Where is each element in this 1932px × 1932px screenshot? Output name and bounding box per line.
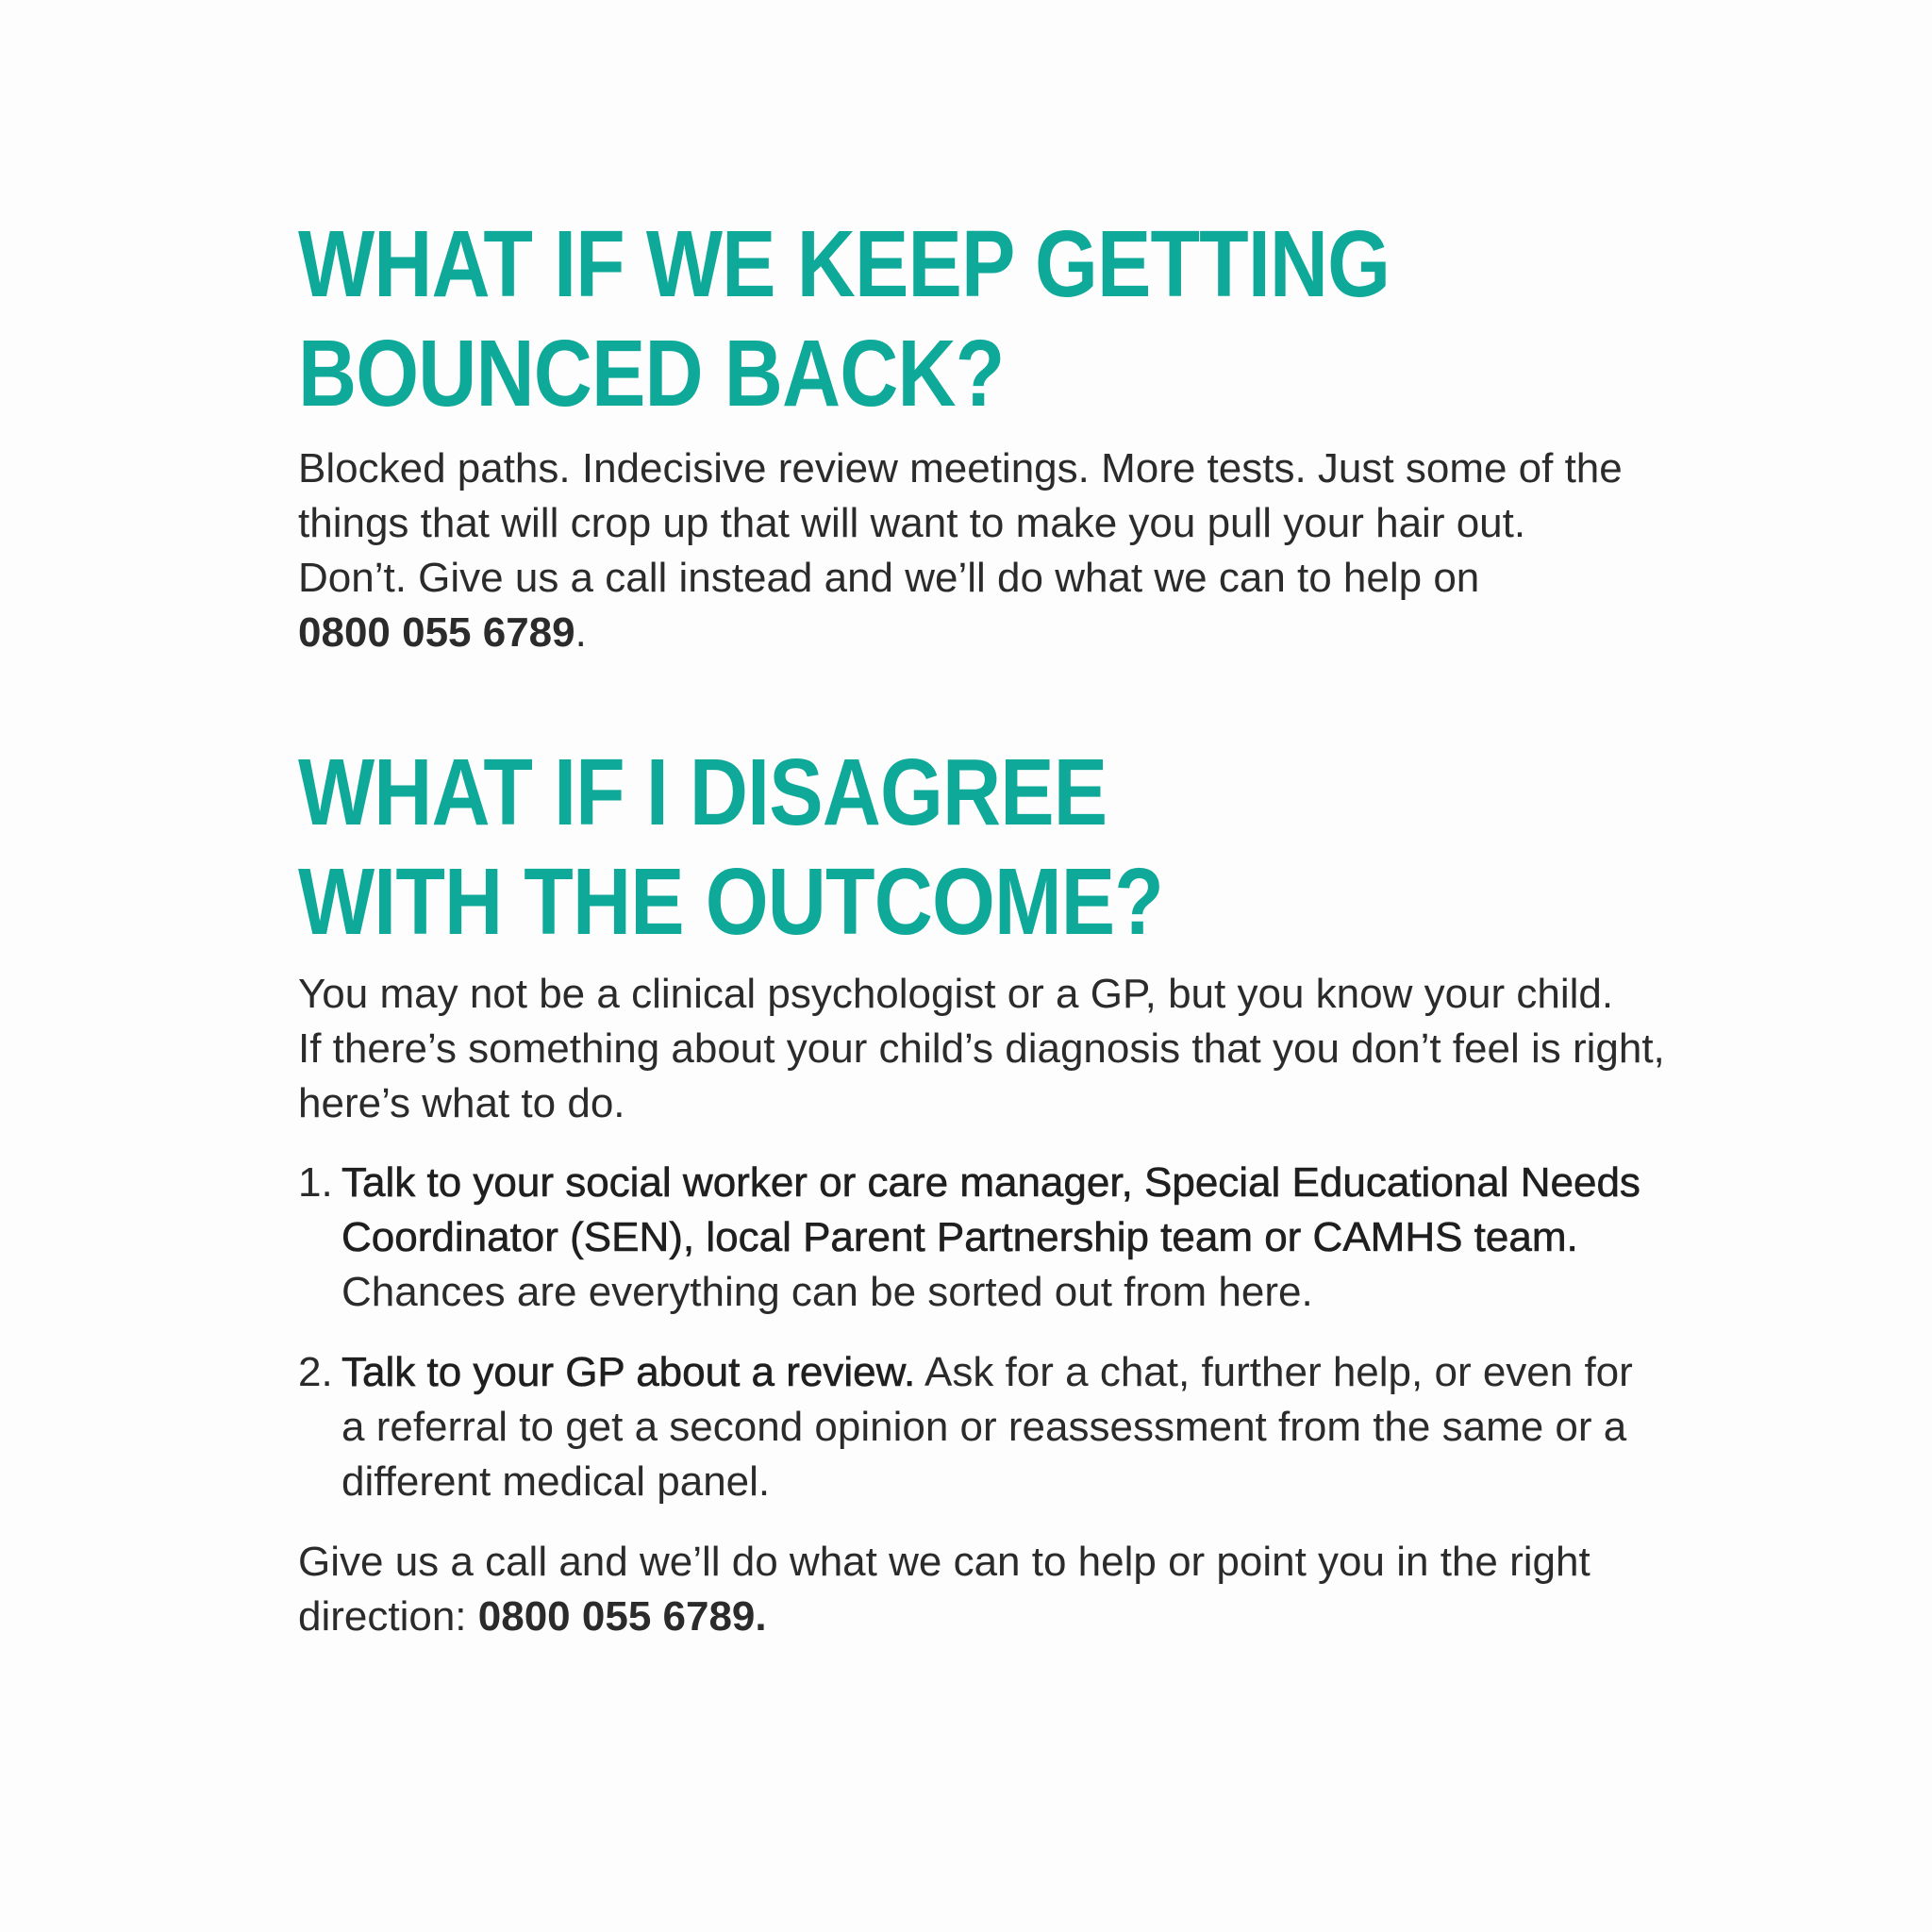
step-body [341, 1156, 1641, 1320]
paragraph-line: things that will crop up that will want to make you pull your hair out. [298, 500, 1526, 546]
paragraph-line: Don’t. Give us a call instead and we’ll do what we can to help on [298, 555, 1480, 601]
step-text: Chances are everything can be sorted out from here. [341, 1269, 1313, 1315]
step-lead: Coordinator (SEN), local Parent Partnership team or CAMHS team. [341, 1214, 1578, 1260]
phone-line [298, 1590, 1770, 1644]
bounced-back-paragraph [298, 441, 1770, 660]
heading-line: WHAT IF I DISAGREE [298, 740, 1108, 845]
disagree-intro-paragraph [298, 967, 1770, 1131]
heading-line: WITH THE OUTCOME? [298, 849, 1163, 955]
phone-suffix: . [575, 609, 587, 656]
step-body [341, 1345, 1633, 1509]
heading-disagree-outcome [298, 738, 1163, 957]
heading-line: BOUNCED BACK? [298, 321, 1005, 426]
paragraph-line: If there’s something about your child’s diagnosis that you don’t feel is right, [298, 1025, 1665, 1072]
phone-line [298, 606, 1770, 660]
step-text: different medical panel. [341, 1458, 771, 1505]
paragraph-line: here’s what to do. [298, 1080, 625, 1126]
closing-prefix: direction: [298, 1593, 478, 1640]
heading-line: WHAT IF WE KEEP GETTING [298, 211, 1391, 317]
phone-number: 0800 055 6789 [298, 609, 575, 656]
phone-number: 0800 055 6789. [477, 1593, 767, 1640]
paragraph-line: Blocked paths. Indecisive review meetings. More tests. Just some of the [298, 445, 1623, 491]
paragraph-line: Give us a call and we’ll do what we can to help or point you in the right [298, 1539, 1591, 1585]
heading-bounced-back [298, 209, 1390, 428]
step-first-line [341, 1345, 1633, 1400]
step-lead: Talk to your social worker or care manager, Special Educational Needs [341, 1159, 1641, 1206]
step-number: 2. [298, 1349, 333, 1395]
step-text: a referral to get a second opinion or reassessment from the same or a [341, 1404, 1627, 1450]
closing-paragraph [298, 1535, 1770, 1644]
step-text: Ask for a chat, further help, or even for [915, 1349, 1633, 1395]
step-number: 1. [298, 1159, 333, 1206]
step-lead: Talk to your GP about a review. [341, 1349, 916, 1395]
paragraph-line: You may not be a clinical psychologist or a GP, but you know your child. [298, 971, 1614, 1017]
